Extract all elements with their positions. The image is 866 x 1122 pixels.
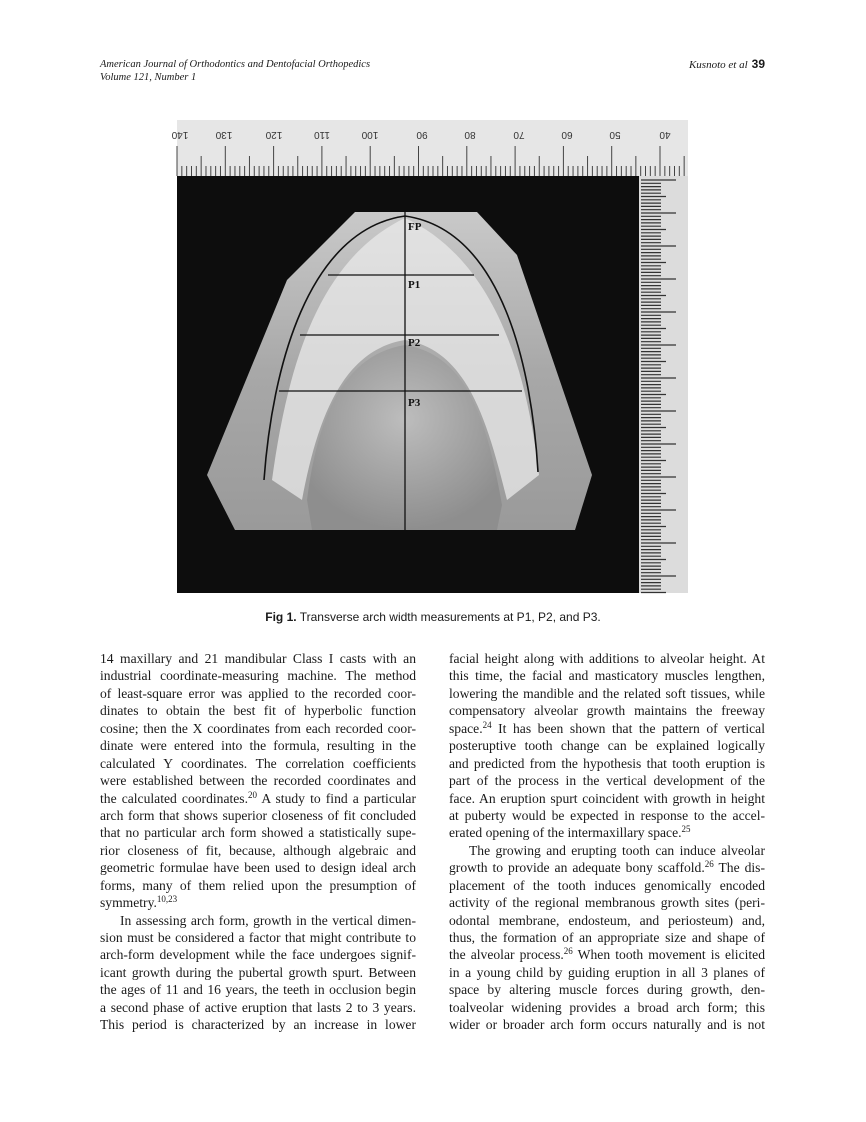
text-line <box>449 720 765 737</box>
text-line <box>449 685 765 702</box>
citation-superscript: 24 <box>482 719 492 730</box>
text-line <box>449 667 765 684</box>
text-line <box>449 842 765 859</box>
text-line <box>449 755 765 772</box>
text-line <box>100 650 416 667</box>
text-segment: erated opening of the intermaxillary space. <box>449 825 682 841</box>
text-segment: calculated Y coordinates. The correlation coefficients <box>100 755 416 771</box>
body-column-right <box>449 650 765 1034</box>
text-segment: a second phase of active eruption that lasts 2 to 3 years. <box>100 999 416 1015</box>
body-column-left <box>100 650 416 1034</box>
text-segment: 14 maxillary and 21 mandibular Class I casts with an <box>100 651 416 666</box>
text-segment: icant growth during the pubertal growth spurt. Between <box>100 964 416 980</box>
text-segment: thus, the formation of an appropriate size and shape of <box>449 930 765 945</box>
text-line <box>100 720 416 737</box>
ruler-label: 100 <box>361 129 379 140</box>
text-segment: The growing and erupting tooth can induce alveolar <box>469 842 765 858</box>
text-segment: The dis- <box>713 860 765 876</box>
text-line <box>100 859 416 876</box>
text-line <box>100 807 416 824</box>
text-line <box>449 1016 765 1033</box>
text-segment: industrial coordinate-measuring machine. The method <box>100 668 416 684</box>
text-segment: wider or broader arch form occurs naturally and is not <box>449 1017 765 1033</box>
dental-cast-photo <box>171 120 688 593</box>
text-segment: of least-square error was applied to the recorded coor- <box>100 685 416 701</box>
text-line <box>449 929 765 946</box>
text-segment: arch-form development while the face undergoes signif- <box>100 947 416 963</box>
text-segment: part of the process in the vertical development of the <box>449 773 765 789</box>
text-segment: that no particular arch form showed a statistically supe- <box>100 825 416 841</box>
text-line <box>100 946 416 963</box>
ruler-label: 110 <box>314 129 330 140</box>
text-segment: rior closeness of fit, because, although algebraic and <box>100 842 416 858</box>
text-line <box>449 772 765 789</box>
text-line <box>449 877 765 894</box>
authors: Kusnoto et al <box>688 59 748 71</box>
ruler-label: 140 <box>171 129 189 140</box>
caption-label: Fig 1. <box>265 610 297 624</box>
ruler-label: 50 <box>609 129 621 140</box>
text-segment: geometric formulae have been used to design ideal arch <box>100 860 416 876</box>
text-segment: the calculated coordinates. <box>100 790 248 806</box>
text-segment: in a young child by guiding eruption in all 3 planes of <box>449 964 765 980</box>
running-header-right <box>689 58 765 72</box>
journal-name: American Journal of Orthodontics and Dentofacial Orthopedics <box>100 59 371 70</box>
citation-superscript: 10,23 <box>156 894 178 905</box>
text-segment: growth to provide an adequate bony scaffold. <box>449 860 705 876</box>
marker-p2: P2 <box>408 337 421 349</box>
ruler-label: 60 <box>561 129 573 140</box>
text-line <box>449 702 765 719</box>
citation-superscript: 26 <box>563 946 573 957</box>
text-line <box>100 824 416 841</box>
text-line <box>100 877 416 894</box>
citation-superscript: 20 <box>247 789 257 800</box>
text-line <box>100 685 416 702</box>
text-segment: and predicted from the hypothesis that tooth eruption is <box>449 755 765 771</box>
text-segment: toalveolar widening provides a broad arch form; this <box>449 999 765 1015</box>
text-line <box>449 981 765 998</box>
text-segment: It has been shown that the pattern of vertical <box>491 720 765 736</box>
text-segment: sion must be considered a factor that might contribute to <box>100 930 416 945</box>
text-line <box>449 807 765 824</box>
text-line <box>100 790 416 807</box>
ruler-label: 40 <box>659 129 671 140</box>
text-line <box>449 790 765 807</box>
text-segment: face. An eruption spurt coincident with growth in height <box>449 790 765 806</box>
text-line <box>449 999 765 1016</box>
page-number: 39 <box>751 57 765 71</box>
text-line <box>100 737 416 754</box>
citation-superscript: 25 <box>681 824 691 835</box>
text-segment: the ages of 11 and 16 years, the teeth in occlusion begin <box>100 982 416 998</box>
ruler-label: 80 <box>464 129 476 140</box>
text-line <box>449 859 765 876</box>
text-line <box>449 964 765 981</box>
text-segment: placement of the tooth induces genomically encoded <box>449 877 765 893</box>
text-line <box>100 894 416 911</box>
text-line <box>100 702 416 719</box>
ruler-label: 70 <box>513 129 525 140</box>
text-line <box>100 755 416 772</box>
text-segment: This period is characterized by an increase in lower <box>100 1017 416 1033</box>
text-line <box>100 981 416 998</box>
ruler-label: 90 <box>416 129 428 140</box>
text-line <box>100 1016 416 1033</box>
text-line <box>100 999 416 1016</box>
text-line <box>100 964 416 981</box>
text-line <box>100 667 416 684</box>
text-segment: this time, the facial and masticatory muscles lengthen, <box>449 668 765 684</box>
citation-superscript: 26 <box>704 859 714 870</box>
text-segment: compensatory alveolar growth maintains the freeway <box>449 703 765 719</box>
text-segment: forms, many of them relied upon the presumption of <box>100 877 416 893</box>
text-segment: dinates to obtain the best fit of hyperbolic function <box>100 703 416 719</box>
marker-p1: P1 <box>408 279 421 291</box>
text-segment: activity of the regional membranous growth sites (peri- <box>449 895 765 911</box>
text-segment: facial height along with additions to alveolar height. At <box>449 651 765 666</box>
ruler-label: 130 <box>215 129 233 140</box>
text-segment: arch form that shows superior closeness of fit concluded <box>100 807 416 823</box>
text-segment: posteruptive tooth change can be explained logically <box>449 738 765 754</box>
text-line <box>100 842 416 859</box>
text-segment: space by altering muscle forces during growth, den- <box>449 982 765 998</box>
ruler-label: 120 <box>265 129 283 140</box>
text-segment: A study to find a particular <box>256 790 416 806</box>
text-segment: When tooth movement is elicited <box>572 947 765 963</box>
text-segment: cosine; then the X coordinates from each recorded coor- <box>100 720 416 736</box>
text-line <box>449 946 765 963</box>
text-segment: space. <box>449 720 483 736</box>
text-line <box>449 650 765 667</box>
text-line <box>449 737 765 754</box>
text-line <box>100 929 416 946</box>
text-segment: In assessing arch form, growth in the vertical dimen- <box>120 912 416 928</box>
text-segment: lowering the mandible and the related soft tissues, while <box>449 685 765 701</box>
text-segment: the alveolar process. <box>449 947 564 963</box>
running-header-left <box>100 58 370 84</box>
text-line <box>100 912 416 929</box>
text-segment: were established between the recorded coordinates and <box>100 773 416 789</box>
text-segment: at puberty would be expected in response to the accel- <box>449 807 765 823</box>
marker-p3: P3 <box>408 397 421 409</box>
figure-caption <box>0 610 866 624</box>
figure-1-photo <box>171 120 688 593</box>
text-line <box>100 772 416 789</box>
text-segment: dinate were entered into the formula, resulting in the <box>100 738 416 754</box>
journal-volume: Volume 121, Number 1 <box>100 72 197 83</box>
text-line <box>449 824 765 841</box>
text-segment: symmetry. <box>100 895 157 911</box>
caption-text: Transverse arch width measurements at P1, P2, and P3. <box>296 610 601 624</box>
marker-fp: FP <box>408 221 422 233</box>
text-line <box>449 894 765 911</box>
text-segment: odontal membrane, endosteum, and periosteum) and, <box>449 912 765 928</box>
text-line <box>449 912 765 929</box>
